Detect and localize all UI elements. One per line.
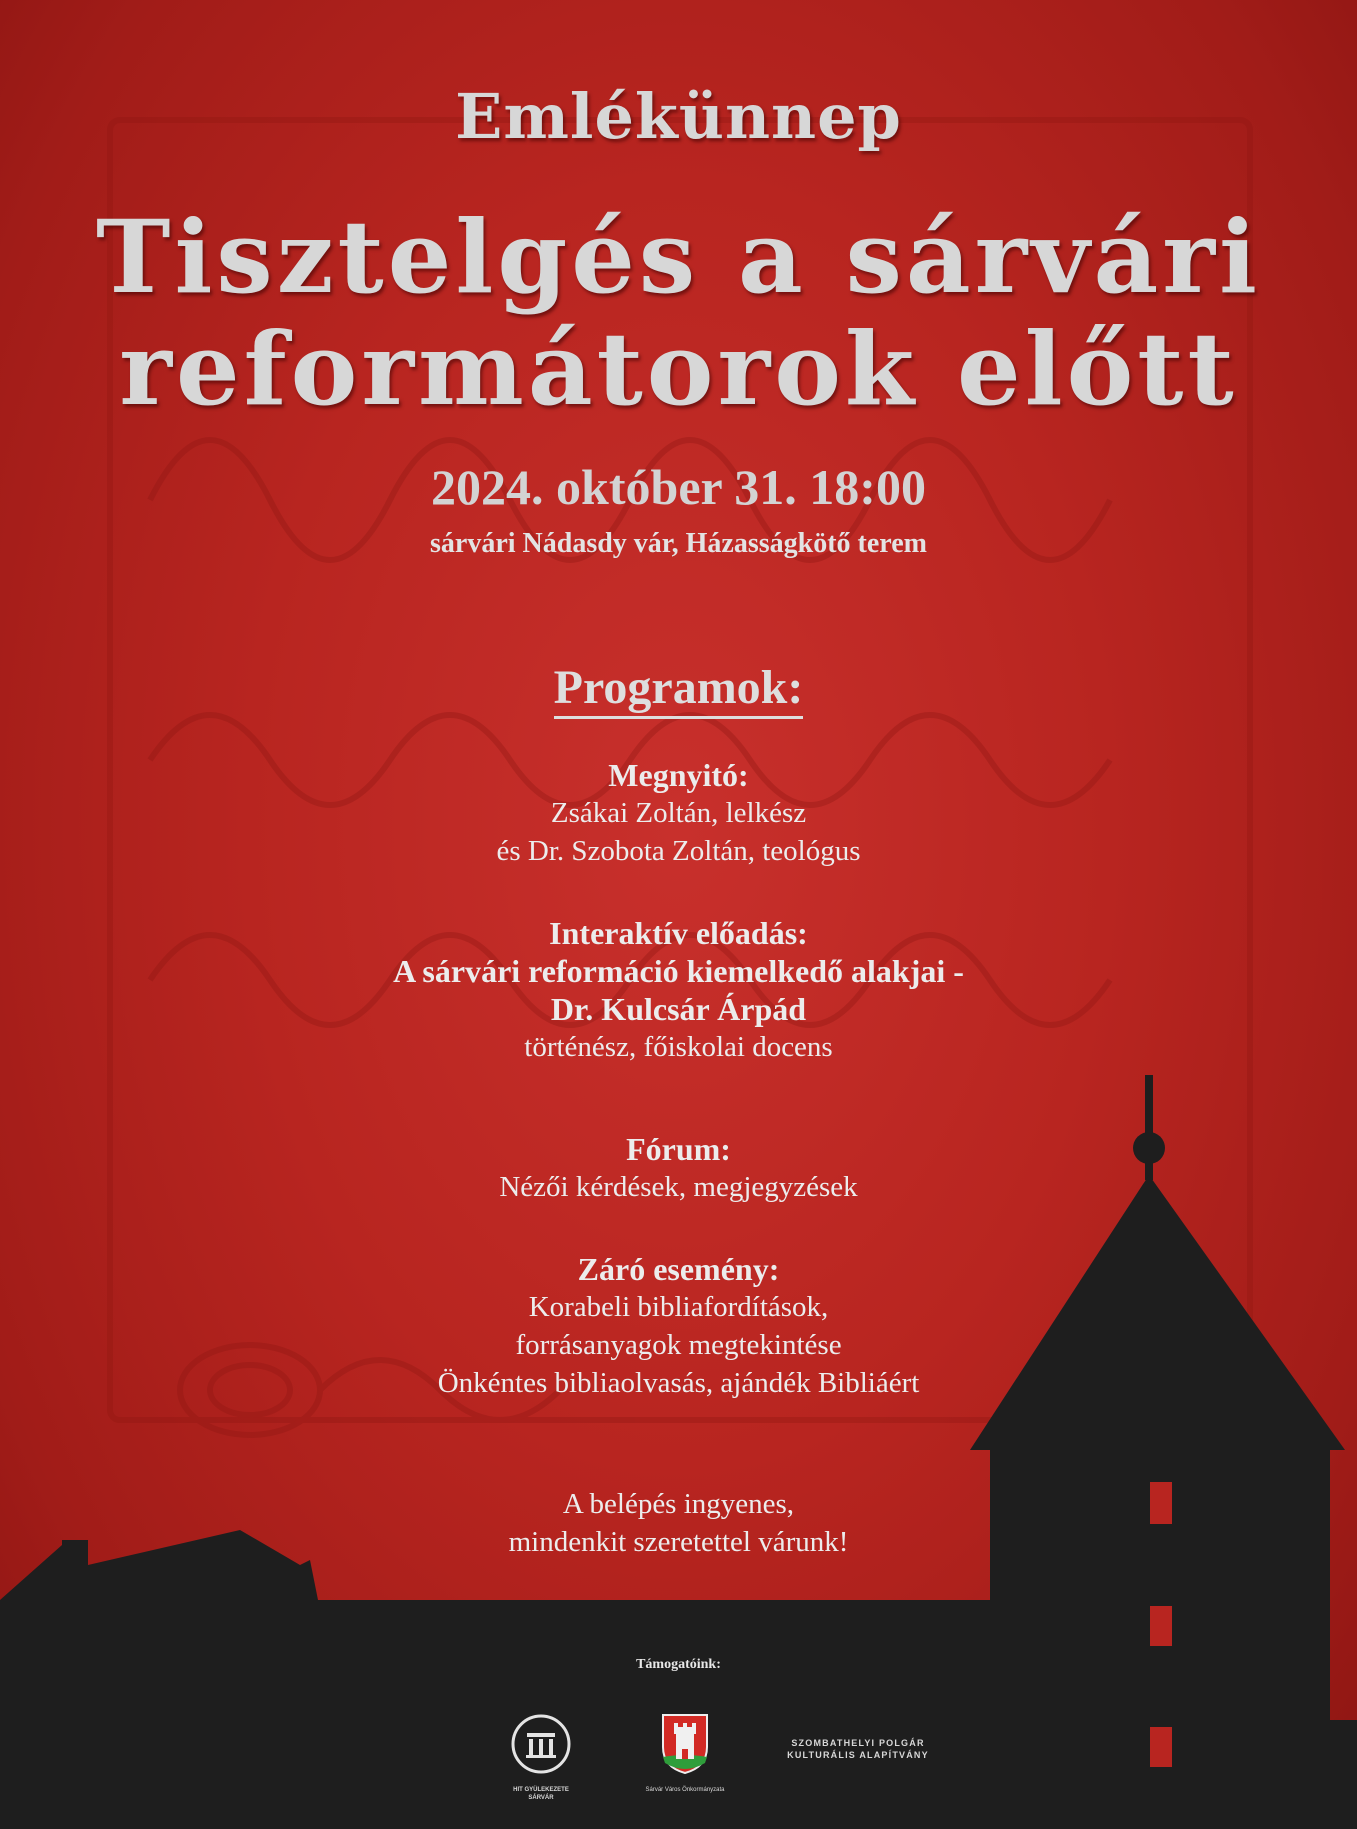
coat-of-arms-icon (661, 1713, 709, 1775)
title-line-2: reformátorok előtt (119, 310, 1238, 428)
program-line: és Dr. Szobota Zoltán, teológus (496, 835, 861, 867)
sponsor-name: SÁRVÁR (528, 1795, 554, 1801)
program-line: Nézői kérdések, megjegyzések (499, 1171, 858, 1203)
sponsors-label: Támogatóink: (636, 1657, 721, 1672)
sponsor-hit-gyulekezete (495, 1713, 587, 1802)
sponsor-name: KULTURÁLIS ALAPÍTVÁNY (787, 1750, 929, 1760)
entry-line: mindenkit szeretettel várunk! (508, 1526, 849, 1558)
lecturer-name: Dr. Kulcsár Árpád (550, 991, 807, 1027)
sponsor-szombathelyi-polgar (758, 1737, 958, 1761)
program-line: Zsákai Zoltán, lelkész (550, 797, 807, 829)
program-heading: Fórum: (626, 1131, 731, 1167)
program-line: Korabeli bibliafordítások, (528, 1291, 829, 1323)
program-line: történész, főiskolai docens (524, 1031, 833, 1063)
program-heading: Interaktív előadás: (549, 915, 808, 951)
sponsor-sarvar-city (640, 1713, 730, 1794)
church-building-icon (510, 1713, 572, 1775)
sponsor-name: HIT GYÜLEKEZETE (513, 1787, 569, 1793)
sponsor-name: Sárvár Város Önkormányzata (645, 1787, 725, 1793)
sponsor-name: SZOMBATHELYI POLGÁR (791, 1738, 925, 1748)
entry-line: A belépés ingyenes, (562, 1488, 795, 1520)
pretitle: Emlékünnep (455, 80, 902, 153)
lecture-title: A sárvári reformáció kiemelkedő alakjai - (393, 953, 964, 989)
event-venue: sárvári Nádasdy vár, Házasságkötő terem (430, 528, 927, 559)
programs-heading-text: Programok: (554, 661, 804, 719)
program-line: Önkéntes bibliaolvasás, ajándék Bibliáért (437, 1367, 920, 1399)
program-heading: Megnyitó: (608, 757, 749, 793)
event-datetime: 2024. október 31. 18:00 (431, 459, 926, 515)
title-line-1: Tisztelgés a sárvári (96, 198, 1261, 316)
program-line: forrásanyagok megtekintése (515, 1329, 842, 1361)
program-heading: Záró esemény: (577, 1251, 780, 1287)
